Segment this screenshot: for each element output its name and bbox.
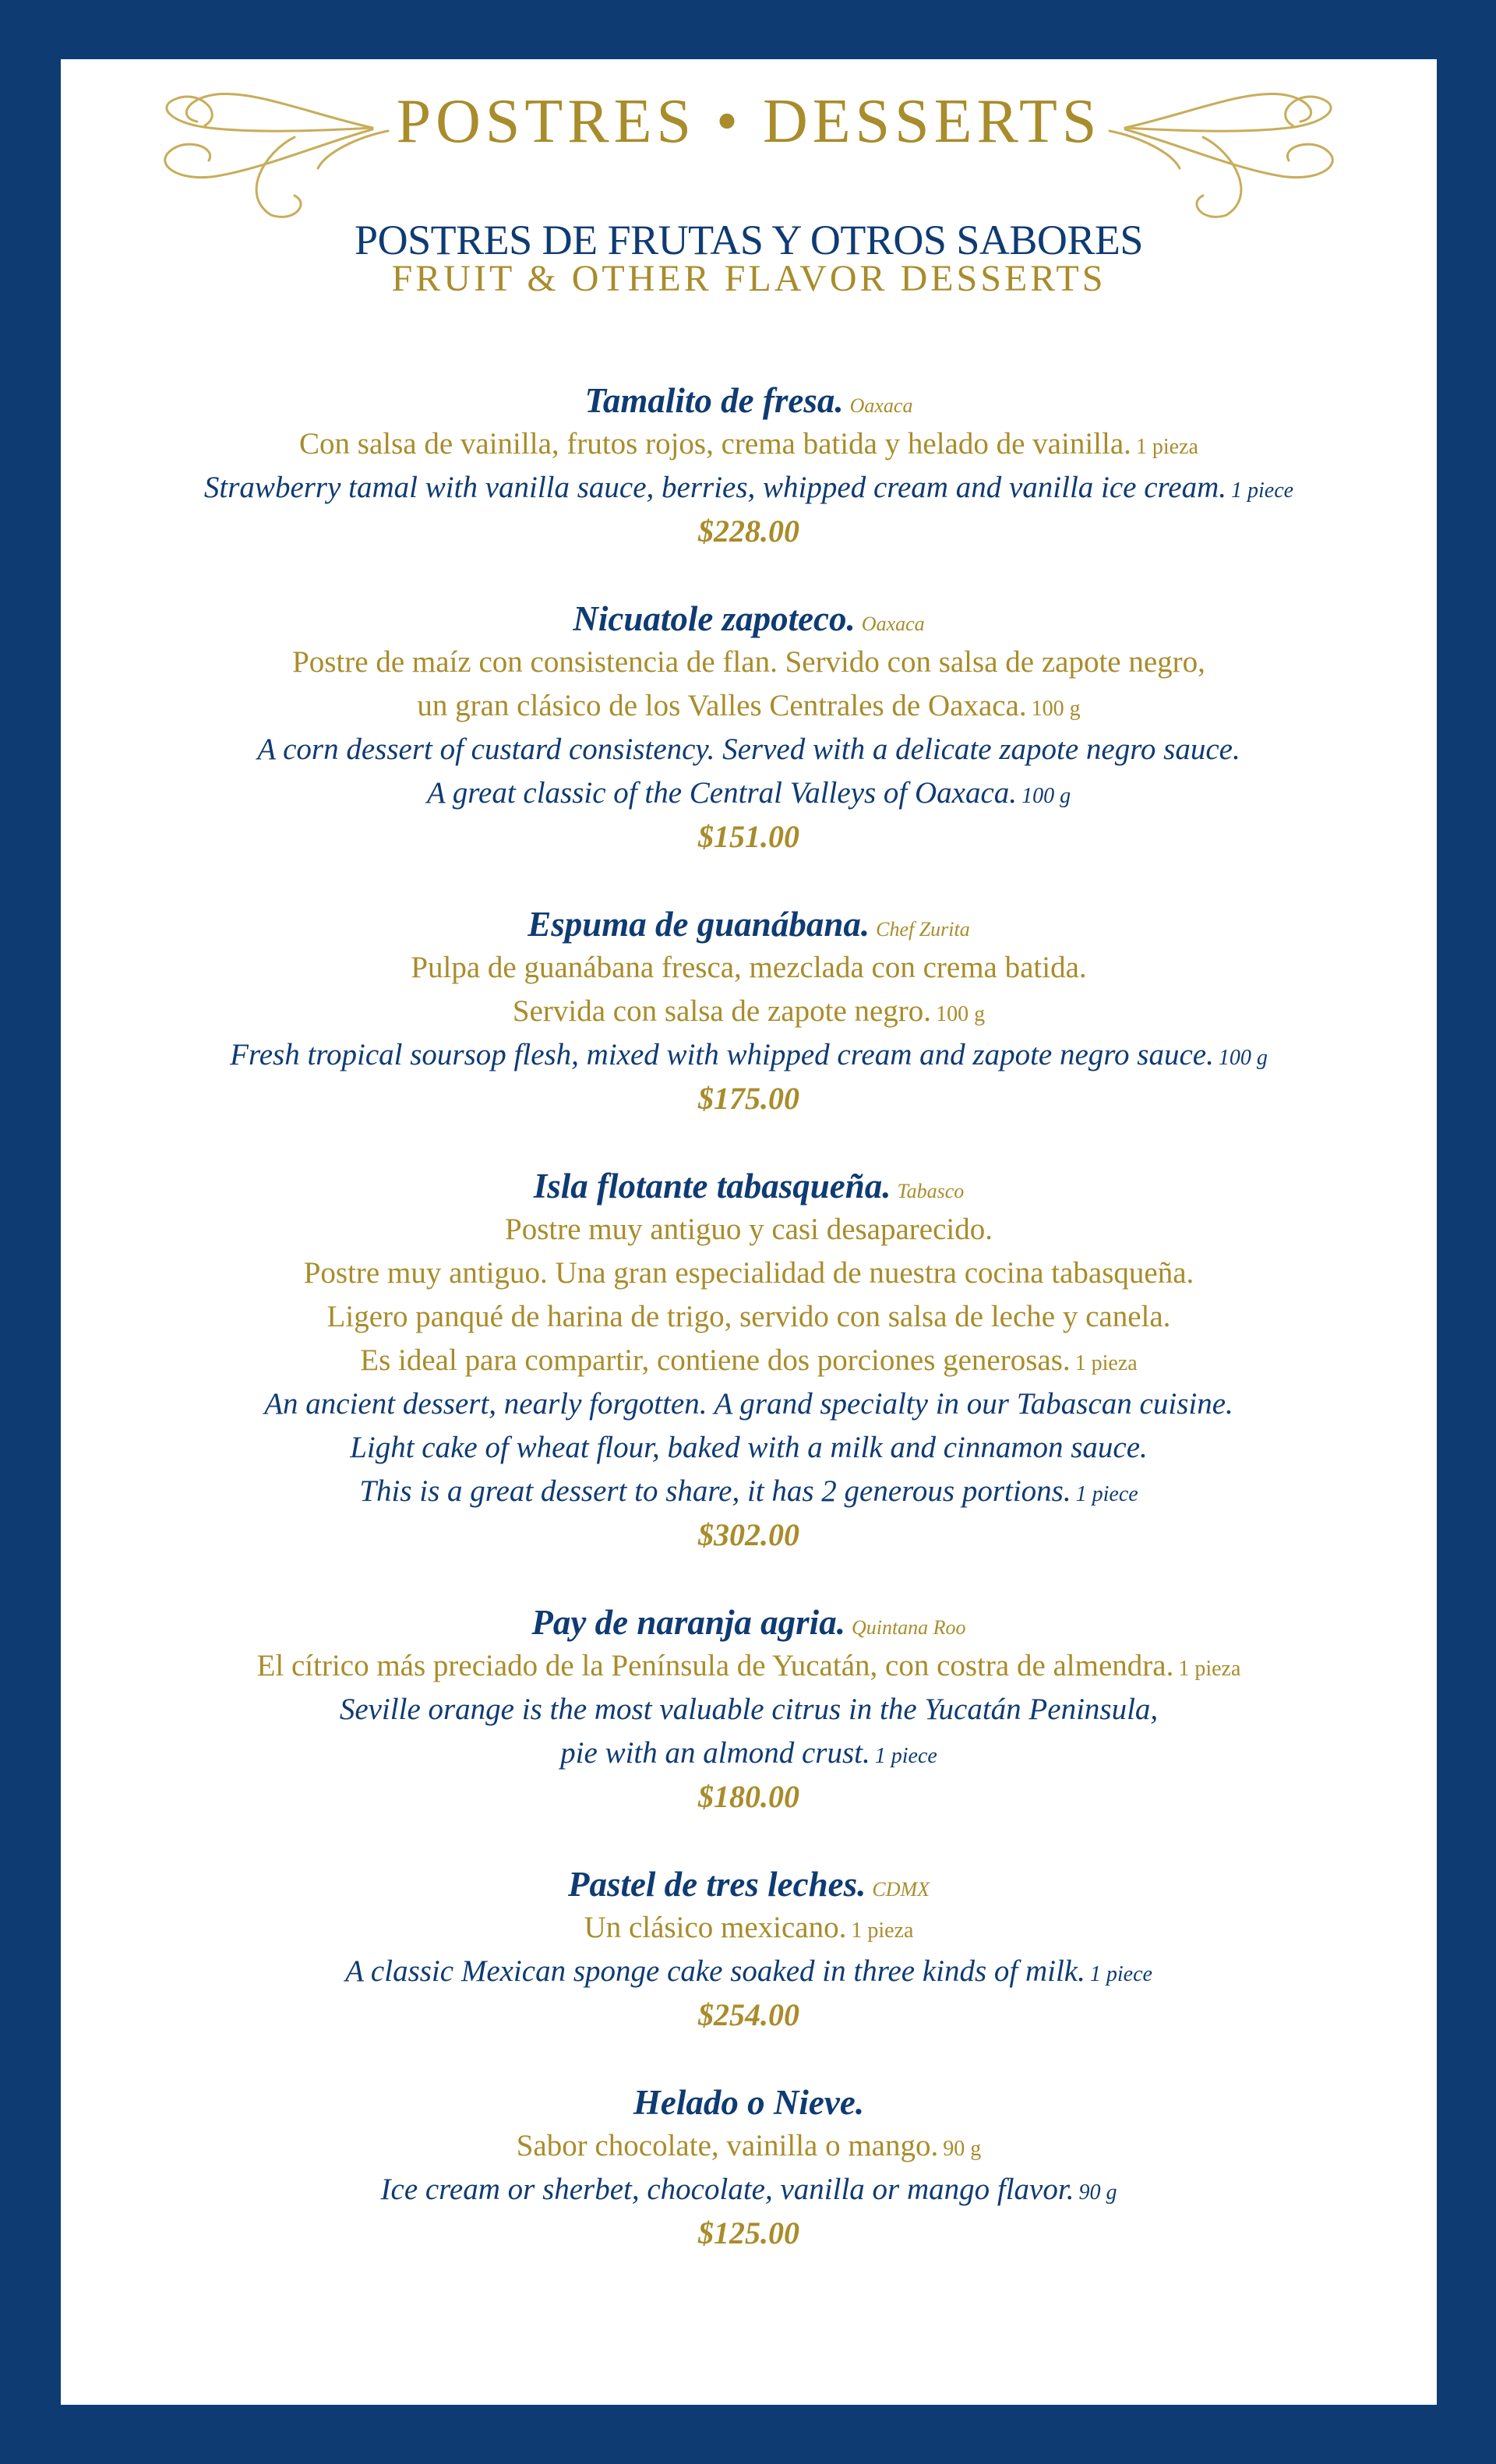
item-heading (61, 1601, 1437, 1644)
description-text: Fresh tropical soursop flesh, mixed with whipped cream and zapote negro sauce. (230, 1038, 1214, 1071)
description-text: pie with an almond crust. (560, 1736, 870, 1770)
item-name: Espuma de guanábana. (527, 905, 870, 944)
description-text: Un clásico mexicano. (584, 1911, 847, 1944)
item-price: $175.00 (698, 1081, 799, 1116)
item-heading (61, 2081, 1437, 2124)
menu-page (61, 59, 1437, 2405)
item-description-es (61, 946, 1437, 990)
menu-items (61, 379, 1437, 2299)
description-text: A corn dessert of custard consistency. Served with a delicate zapote negro sauce. (257, 732, 1240, 766)
description-text: Ice cream or sherbet, chocolate, vanilla or mango flavor. (380, 2173, 1074, 2206)
item-description-es (61, 1906, 1437, 1950)
item-price: $151.00 (698, 819, 799, 854)
item-origin: Oaxaca (849, 394, 913, 417)
item-origin: Quintana Roo (851, 1616, 966, 1639)
portion-size: 100 g (1031, 697, 1081, 721)
item-name: Nicuatole zapoteco. (573, 599, 856, 638)
item-price: $254.00 (698, 1997, 799, 2032)
portion-size: 1 piece (874, 1744, 937, 1768)
menu-item (61, 1862, 1437, 2037)
description-text: Postre muy antiguo. Una gran especialidad de nuestra cocina tabasqueña. (303, 1256, 1194, 1290)
item-description-en (61, 1426, 1437, 1470)
item-description-en (61, 771, 1437, 815)
menu-item (61, 902, 1437, 1121)
item-heading (61, 1164, 1437, 1208)
item-description-en (61, 1382, 1437, 1426)
item-name: Pay de naranja agria. (531, 1603, 845, 1642)
item-description-es (61, 2124, 1437, 2168)
portion-size: 1 pieza (1074, 1351, 1138, 1375)
item-origin: Tabasco (897, 1180, 965, 1202)
description-text: Sabor chocolate, vainilla o mango. (516, 2129, 939, 2162)
description-text: An ancient dessert, nearly forgotten. A grand specialty in our Tabascan cuisine. (264, 1387, 1233, 1421)
portion-size: 1 pieza (1178, 1657, 1241, 1681)
description-text: El cítrico más preciado de la Península de Yucatán, con costra de almendra. (256, 1649, 1174, 1682)
description-text: Seville orange is the most valuable citrus in the Yucatán Peninsula, (339, 1693, 1159, 1726)
item-name: Tamalito de fresa. (584, 381, 844, 420)
description-text: A classic Mexican sponge cake soaked in three kinds of milk. (345, 1954, 1085, 1988)
item-description-en (61, 1470, 1437, 1513)
menu-item (61, 1601, 1437, 1819)
item-description-es (61, 1644, 1437, 1688)
item-name: Pastel de tres leches. (567, 1865, 866, 1904)
menu-item (61, 1164, 1437, 1557)
description-text: Postre de maíz con consistencia de flan. Servido con salsa de zapote negro, (292, 645, 1205, 679)
item-description-es (61, 1208, 1437, 1251)
item-heading (61, 597, 1437, 641)
description-text: A great classic of the Central Valleys of Oaxaca. (426, 776, 1018, 810)
menu-item (61, 379, 1437, 553)
item-origin: Chef Zurita (876, 918, 970, 941)
item-description-en (61, 728, 1437, 771)
portion-size: 100 g (936, 1002, 986, 1026)
item-description-es (61, 1295, 1437, 1339)
item-origin: Oaxaca (861, 612, 925, 635)
page-title: POSTRES • DESSERTS (396, 87, 1102, 156)
item-description-es (61, 990, 1437, 1033)
item-description-en (61, 1688, 1437, 1732)
description-text: Postre muy antiguo y casi desaparecido. (505, 1213, 993, 1246)
menu-item (61, 2081, 1437, 2255)
item-heading (61, 379, 1437, 422)
item-heading (61, 902, 1437, 946)
item-description-es (61, 1339, 1437, 1382)
item-description-es (61, 422, 1437, 466)
item-origin: CDMX (872, 1878, 930, 1901)
description-text: Es ideal para compartir, contiene dos porciones generosas. (360, 1343, 1071, 1377)
item-description-en (61, 1950, 1437, 1993)
description-text: Servida con salsa de zapote negro. (512, 994, 932, 1028)
portion-size: 1 piece (1075, 1482, 1138, 1506)
description-text: Strawberry tamal with vanilla sauce, berries, whipped cream and vanilla ice cream. (203, 471, 1227, 504)
item-heading (61, 1862, 1437, 1906)
item-price: $125.00 (698, 2215, 799, 2250)
portion-size: 1 pieza (851, 1919, 914, 1943)
section-title-en: FRUIT & OTHER FLAVOR DESSERTS (391, 258, 1106, 299)
item-description-en (61, 466, 1437, 510)
description-text: Pulpa de guanábana fresca, mezclada con crema batida. (411, 951, 1087, 984)
item-price: $228.00 (698, 514, 799, 549)
portion-size: 100 g (1021, 784, 1071, 808)
item-price: $302.00 (698, 1517, 799, 1552)
menu-item (61, 597, 1437, 859)
portion-size: 100 g (1218, 1046, 1268, 1070)
description-text: un gran clásico de los Valles Centrales de Oaxaca. (417, 689, 1027, 722)
description-text: Con salsa de vainilla, frutos rojos, crema batida y helado de vainilla. (299, 427, 1131, 461)
item-price: $180.00 (698, 1779, 799, 1814)
description-text: Light cake of wheat flour, baked with a milk and cinnamon sauce. (350, 1431, 1148, 1464)
item-description-es (61, 1251, 1437, 1295)
description-text: This is a great dessert to share, it has 2 generous portions. (359, 1474, 1071, 1508)
section-title-es: POSTRES DE FRUTAS Y OTROS SABORES (355, 217, 1143, 263)
item-description-en (61, 1732, 1437, 1775)
item-description-en (61, 2168, 1437, 2212)
portion-size: 1 pieza (1135, 435, 1198, 459)
item-name: Helado o Nieve. (633, 2083, 865, 2122)
portion-size: 1 piece (1089, 1962, 1152, 1986)
portion-size: 90 g (1078, 2180, 1117, 2205)
item-description-en (61, 1033, 1437, 1077)
item-name: Isla flotante tabasqueña. (533, 1167, 891, 1206)
portion-size: 90 g (943, 2137, 982, 2161)
item-description-es (61, 684, 1437, 728)
description-text: Ligero panqué de harina de trigo, servido con salsa de leche y canela. (326, 1300, 1171, 1333)
item-description-es (61, 641, 1437, 684)
portion-size: 1 piece (1231, 478, 1294, 503)
